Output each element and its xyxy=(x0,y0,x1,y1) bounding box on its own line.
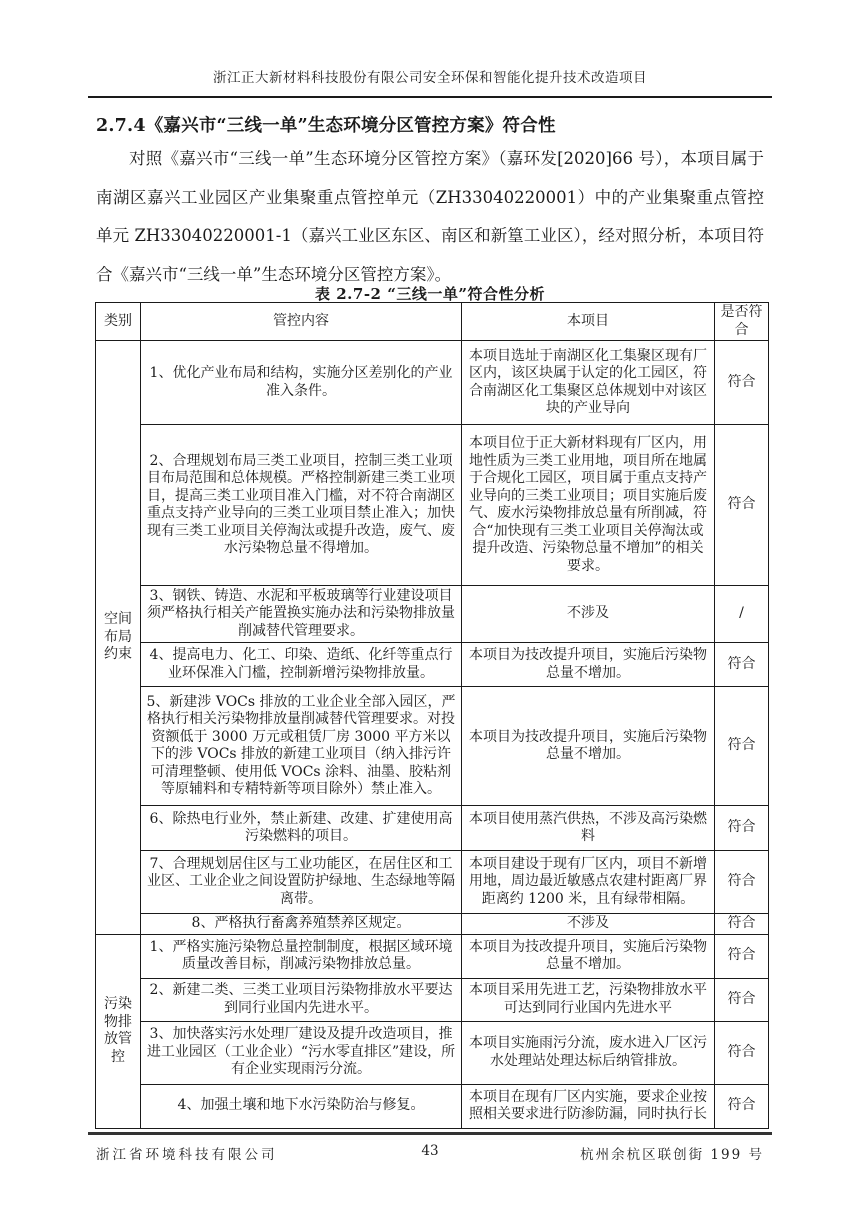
section-title: 2.7.4《嘉兴市“三线一单”生态环境分区管控方案》符合性 xyxy=(96,116,556,136)
project-cell: 本项目采用先进工艺，污染物排放水平可达到同行业国内先进水平 xyxy=(462,978,715,1021)
table-header-row xyxy=(96,303,769,341)
compliance-cell: 符合 xyxy=(715,1084,769,1128)
footer-company: 浙江省环境科技有限公司 xyxy=(96,1147,278,1163)
footer-page-number: 43 xyxy=(421,1143,439,1159)
control-cell: 4、加强土壤和地下水污染防治与修复。 xyxy=(141,1084,462,1128)
table-row xyxy=(96,643,769,687)
col-header-category: 类别 xyxy=(96,303,141,341)
control-cell: 2、新建二类、三类工业项目污染物排放水平要达到同行业国内先进水平。 xyxy=(141,978,462,1021)
header-rule xyxy=(88,96,772,98)
compliance-cell: / xyxy=(715,586,769,643)
table-caption: 表 2.7-2 “三线一单”符合性分析 xyxy=(315,285,545,303)
table-row xyxy=(96,806,769,851)
control-cell: 4、提高电力、化工、印染、造纸、化纤等重点行业环保准入门槛，控制新增污染物排放量。 xyxy=(141,643,462,687)
compliance-cell: 符合 xyxy=(715,1021,769,1084)
footer-rule xyxy=(88,1132,772,1135)
table-row xyxy=(96,341,769,425)
compliance-cell: 符合 xyxy=(715,687,769,806)
table-row xyxy=(96,425,769,586)
compliance-cell: 符合 xyxy=(715,934,769,978)
compliance-cell: 符合 xyxy=(715,914,769,935)
table-row xyxy=(96,687,769,806)
compliance-cell: 符合 xyxy=(715,643,769,687)
compliance-table xyxy=(95,302,769,1129)
control-cell: 1、严格实施污染物总量控制制度，根据区域环境质量改善目标，削减污染物排放总量。 xyxy=(141,934,462,978)
project-cell: 本项目为技改提升项目，实施后污染物总量不增加。 xyxy=(462,643,715,687)
compliance-cell: 符合 xyxy=(715,806,769,851)
control-cell: 2、合理规划布局三类工业项目，控制三类工业项目布局范围和总体规模。严格控制新建三类工业项目，提高三类工业项目准入门槛，对不符合南湖区重点支持产业导向的三类工业项目禁止准入；加快现有三类工业项目关停淘汰或提升改造，废气、废水污染物总量不得增加。 xyxy=(141,425,462,586)
project-cell: 本项目使用蒸汽供热，不涉及高污染燃料 xyxy=(462,806,715,851)
category-cell: 污染物排放管控 xyxy=(96,934,141,1128)
project-cell: 本项目为技改提升项目，实施后污染物总量不增加。 xyxy=(462,687,715,806)
compliance-cell: 符合 xyxy=(715,341,769,425)
compliance-cell: 符合 xyxy=(715,851,769,914)
col-header-control: 管控内容 xyxy=(141,303,462,341)
running-header: 浙江正大新材料科技股份有限公司安全环保和智能化提升技术改造项目 xyxy=(213,70,647,86)
control-cell: 6、除热电行业外，禁止新建、改建、扩建使用高污染燃料的项目。 xyxy=(141,806,462,851)
project-cell: 本项目为技改提升项目，实施后污染物总量不增加。 xyxy=(462,934,715,978)
footer-address: 杭州余杭区联创街 199 号 xyxy=(580,1147,764,1163)
compliance-cell: 符合 xyxy=(715,978,769,1021)
control-cell: 8、严格执行畜禽养殖禁养区规定。 xyxy=(141,914,462,935)
control-cell: 7、合理规划居住区与工业功能区，在居住区和工业区、工业企业之间设置防护绿地、生态绿地等隔离带。 xyxy=(141,851,462,914)
table-row xyxy=(96,914,769,935)
table-row xyxy=(96,586,769,643)
project-cell: 本项目选址于南湖区化工集聚区现有厂区内，该区块属于认定的化工园区，符合南湖区化工集聚区总体规划中对该区块的产业导向 xyxy=(462,341,715,425)
control-cell: 1、优化产业布局和结构，实施分区差别化的产业准入条件。 xyxy=(141,341,462,425)
control-cell: 3、钢铁、铸造、水泥和平板玻璃等行业建设项目须严格执行相关产能置换实施办法和污染物排放量削减替代管理要求。 xyxy=(141,586,462,643)
project-cell: 不涉及 xyxy=(462,914,715,935)
table-row xyxy=(96,851,769,914)
project-cell: 本项目在现有厂区内实施，要求企业按照相关要求进行防渗防漏，同时执行长 xyxy=(462,1084,715,1128)
control-cell: 3、加快落实污水处理厂建设及提升改造项目，推进工业园区（工业企业）“污水零直排区”建设，所有企业实现雨污分流。 xyxy=(141,1021,462,1084)
compliance-cell: 符合 xyxy=(715,425,769,586)
project-cell: 本项目建设于现有厂区内，项目不新增用地，周边最近敏感点农建村距离厂界距离约 1200 米，且有绿带相隔。 xyxy=(462,851,715,914)
project-cell: 本项目实施雨污分流，废水进入厂区污水处理站处理达标后纳管排放。 xyxy=(462,1021,715,1084)
table-row xyxy=(96,1084,769,1128)
project-cell: 不涉及 xyxy=(462,586,715,643)
table-row xyxy=(96,1021,769,1084)
intro-paragraph: 对照《嘉兴市“三线一单”生态环境分区管控方案》（嘉环发[2020]66 号），本项目属于南湖区嘉兴工业园区产业集聚重点管控单元（ZH33040220001）中的产业集聚重点管控单元 ZH33040220001-1（嘉兴工业区东区、南区和新篁工业区），经对照分析，本项目符合《嘉兴市“三线一单”生态环境分区管控方案》。 xyxy=(96,149,764,284)
page-footer xyxy=(96,1143,764,1163)
control-cell: 5、新建涉 VOCs 排放的工业企业全部入园区，严格执行相关污染物排放量削减替代管理要求。对投资额低于 3000 万元或租赁厂房 3000 平方米以下的涉 VOCs 排放的新建工业项目（纳入排污许可清理整顿、使用低 VOCs 涂料、油墨、胶粘剂等原辅料和专精特新等项目除外）禁止准入。 xyxy=(141,687,462,806)
col-header-project: 本项目 xyxy=(462,303,715,341)
project-cell: 本项目位于正大新材料现有厂区内，用地性质为三类工业用地，项目所在地属于合规化工园区，项目属于重点支持产业导向的三类工业项目；项目实施后废气、废水污染物排放总量有所削减，符合“加快现有三类工业项目关停淘汰或提升改造、污染物总量不增加”的相关要求。 xyxy=(462,425,715,586)
table-row xyxy=(96,978,769,1021)
col-header-compliance: 是否符合 xyxy=(715,303,769,341)
table-row xyxy=(96,934,769,978)
category-cell: 空间布局约束 xyxy=(96,341,141,935)
